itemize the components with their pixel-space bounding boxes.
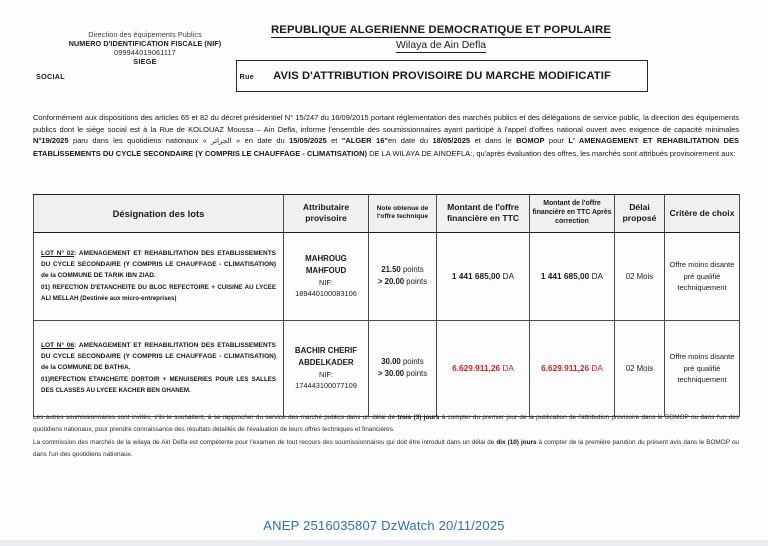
montant-corrige-currency: DA (591, 271, 604, 282)
cell-attributaire (284, 232, 369, 320)
attributaire-nif-value: 174443100077109 (295, 381, 357, 391)
attribution-table-body (34, 232, 740, 416)
montant-currency: DA (502, 271, 515, 282)
lot-description: : AMENAGEMENT ET REHABILITATION DES ETABLISSEMENTS DU CYCLE SECONDAIRE (Y COMPRIS LE CHAUFFAGE - CLIMATISATION) de la COMMUNE DE BATHIA. (41, 341, 276, 372)
bomop-label: BOMOP (516, 136, 545, 146)
cell-montant (437, 232, 530, 320)
col-header-delai: Délai proposé (615, 195, 665, 233)
lot-sub-description: 01)REFECTION ETANCHEITE DORTOIR + MENUISERIES POUR LES SALLES DES CLASSES AU LYCEE KACHER BEN GHANEM. (41, 375, 276, 395)
col-header-critere: Critère de choix (665, 195, 740, 233)
note-threshold-line (371, 276, 434, 288)
publication-date-2: 18/05/2025 (432, 136, 471, 146)
siege-label: SIEGE (133, 57, 157, 66)
intro-part-h: pour (544, 136, 569, 146)
footer-p1-c: à compter du premier jour de la publication de l'attribution provisoire dans le BOMOP ou dans l'un des quotidiens nationaux, pour prendre connaissance des résultats détaillés de l'évaluation de leurs offres techniques et financières. (33, 414, 739, 434)
montant-value: 6.629.911,26 (452, 363, 501, 374)
republic-title-text: REPUBLIQUE ALGERIENNE DEMOCRATIQUE ET POPULAIRE (270, 24, 612, 36)
intro-part-e: et (326, 136, 342, 146)
intro-part-d: » en date du (231, 136, 290, 146)
intro-part-c: paru dans les quotidiens nationaux « (68, 136, 212, 146)
attributaire-nif-value: 189440100083106 (295, 289, 357, 299)
attribution-table (33, 194, 740, 417)
project-title: L' AMENAGEMENT ET REHABILITATION DES ETABLISSEMENTS DU CYCLE SECONDAIRE (Y COMPRIS LE CHAUFFAGE - CLIMATISATION) (33, 136, 739, 159)
cell-montant (437, 320, 530, 416)
attributaire-nif-label: NIF: (319, 370, 333, 380)
cell-designation (34, 232, 284, 320)
attribution-table-wrapper (33, 194, 739, 417)
lot-number: LOT N° 06 (41, 341, 75, 349)
note-obtained-unit: points (402, 264, 424, 274)
intro-part-f: en date du (387, 136, 433, 146)
note-obtained-line (371, 264, 434, 276)
footer-p2-c: à compter de la première parution du présent avis dans le BOMOP ou dans l'un des quotidiens nationaux. (33, 438, 739, 459)
notice-title-text: AVIS D'ATTRIBUTION PROVISOIRE DU MARCHE MODIFICATIF (273, 70, 611, 82)
rue-label: Rue (239, 72, 254, 81)
cell-montant-corrige (530, 232, 615, 320)
cell-note-technique (369, 320, 437, 416)
note-obtained-value: 21.50 (381, 264, 401, 274)
note-threshold-line (371, 368, 434, 380)
table-row (34, 320, 740, 416)
footer-p1-a: Les autres soumissionnaires sont invités, s'ils le souhaitent, à se rapprocher du service des marché publics dans un délai de (33, 414, 398, 421)
cell-critere: Offre moins disante pré qualifié techniquement (665, 320, 740, 416)
table-row (34, 232, 740, 320)
note-threshold-unit: points (406, 277, 428, 287)
cell-note-technique (369, 232, 437, 320)
cell-montant-corrige (530, 320, 615, 416)
attributaire-nif-label: NIF: (319, 278, 333, 288)
cell-delai: 02 Mois (615, 320, 665, 416)
montant-corrige-value: 1 441 685,00 (540, 271, 590, 282)
intro-paragraph (33, 112, 739, 160)
republic-title (226, 24, 656, 36)
attributaire-name: BACHIR CHERIF ABDELKADER (294, 346, 358, 368)
montant-corrige-value: 6.629.911,26 (541, 363, 590, 374)
lot-sub-description: 01) REFECTION D'ETANCHEITE DU BLOC REFECTOIRE + CUISINE AU LYCEE ALI MELLAH (Destinée aux micro-entreprises) (41, 283, 276, 303)
newspaper-name-2: "ALGER 16" (341, 136, 388, 146)
col-header-montant: Montant de l'offre financière en TTC (437, 195, 530, 233)
intro-part-i: DE LA WILAYA DE AINDEFLA:, qu'après évaluation des offres, les marchés sont attribués provisoirement aux: (367, 149, 736, 159)
document-header (0, 0, 768, 102)
lot-number: LOT N° 02 (41, 249, 75, 257)
montant-corrige-currency: DA (591, 363, 603, 374)
col-header-attributaire: Attributaire provisoire (284, 195, 369, 233)
recours-delay-10-days: dix (10) jours (496, 438, 537, 446)
footer-paragraph (33, 412, 739, 462)
wilaya-subtitle (226, 40, 656, 51)
note-obtained-value: 30.00 (381, 356, 401, 366)
intro-part-g: et dans le (470, 136, 517, 146)
montant-currency: DA (502, 363, 514, 374)
intro-part-a: Conformément aux dispositions des articles 65 et 82 du décret présidentiel N° 15/247 du 16/09/2015 portant réglementation des marchés publics et des délégations de service public, la direction des équipements publics dont le siège social est à la Rue de KOLOUAZ Moussa – Ain Defla, informe l'ensemble des soumissionnaires ayant participé à l'appel d'offres national ouvert avec exigence de capacité minimales (33, 113, 739, 134)
siege-address-row (36, 72, 254, 81)
col-header-montant-corrige: Montant de l'offre financière en TTC Après correction (530, 195, 615, 233)
note-threshold-unit: points (406, 369, 428, 379)
tender-number: N°19/2025 (33, 136, 69, 146)
col-header-note: Note obtenue de l'offre technique (369, 195, 437, 233)
lot-description: : AMENAGEMENT ET REHABILITATION DES ETABLISSEMENTS DU CYCLE SECONDAIRE (Y COMPRIS LE CHAUFFAGE - CLIMATISATION) de la COMMUNE DE TARIK IBN ZIAD. (41, 249, 276, 280)
newspaper-name-arabic: الجزائر (211, 138, 232, 146)
table-header-row (34, 195, 740, 233)
social-label: SOCIAL (36, 72, 65, 81)
nif-value: 099944019061117 (114, 48, 176, 57)
note-threshold-value: > 20.00 (377, 277, 405, 287)
notice-title-box (236, 60, 648, 92)
note-obtained-line (371, 356, 434, 368)
cell-attributaire (284, 320, 369, 416)
bottom-strip (0, 540, 768, 546)
recours-delay-3-days: trois (3) jours (397, 414, 440, 421)
issuing-authority-block (36, 30, 254, 81)
nif-label: NUMERO D'IDENTIFICATION FISCALE (NIF) (68, 39, 222, 48)
footer-p2-a: La commission des marchés de la wilaya de Ain Defla est compétente pour l'examen de tout recours des soumissionnaires qui doit être introduit dans un délai de (33, 438, 497, 446)
wilaya-text: Wilaya de Ain Defla (395, 40, 487, 51)
montant-value: 1 441 685,00 (451, 271, 501, 282)
attributaire-name: MAHROUG MAHFOUD (305, 254, 347, 276)
cell-critere: Offre moins disante pré qualifié techniquement (665, 232, 740, 320)
cell-delai: 02 Mois (615, 232, 665, 320)
note-threshold-value: > 30.00 (377, 369, 405, 379)
note-obtained-unit: points (402, 356, 424, 366)
authority-name: Direction des équipements Publics (88, 30, 202, 39)
publication-date-1: 15/05/2025 (289, 136, 327, 146)
anep-reference: ANEP 2516035807 DzWatch 20/11/2025 (263, 518, 505, 533)
cell-designation (34, 320, 284, 416)
col-header-designation: Désignation des lots (34, 195, 284, 233)
